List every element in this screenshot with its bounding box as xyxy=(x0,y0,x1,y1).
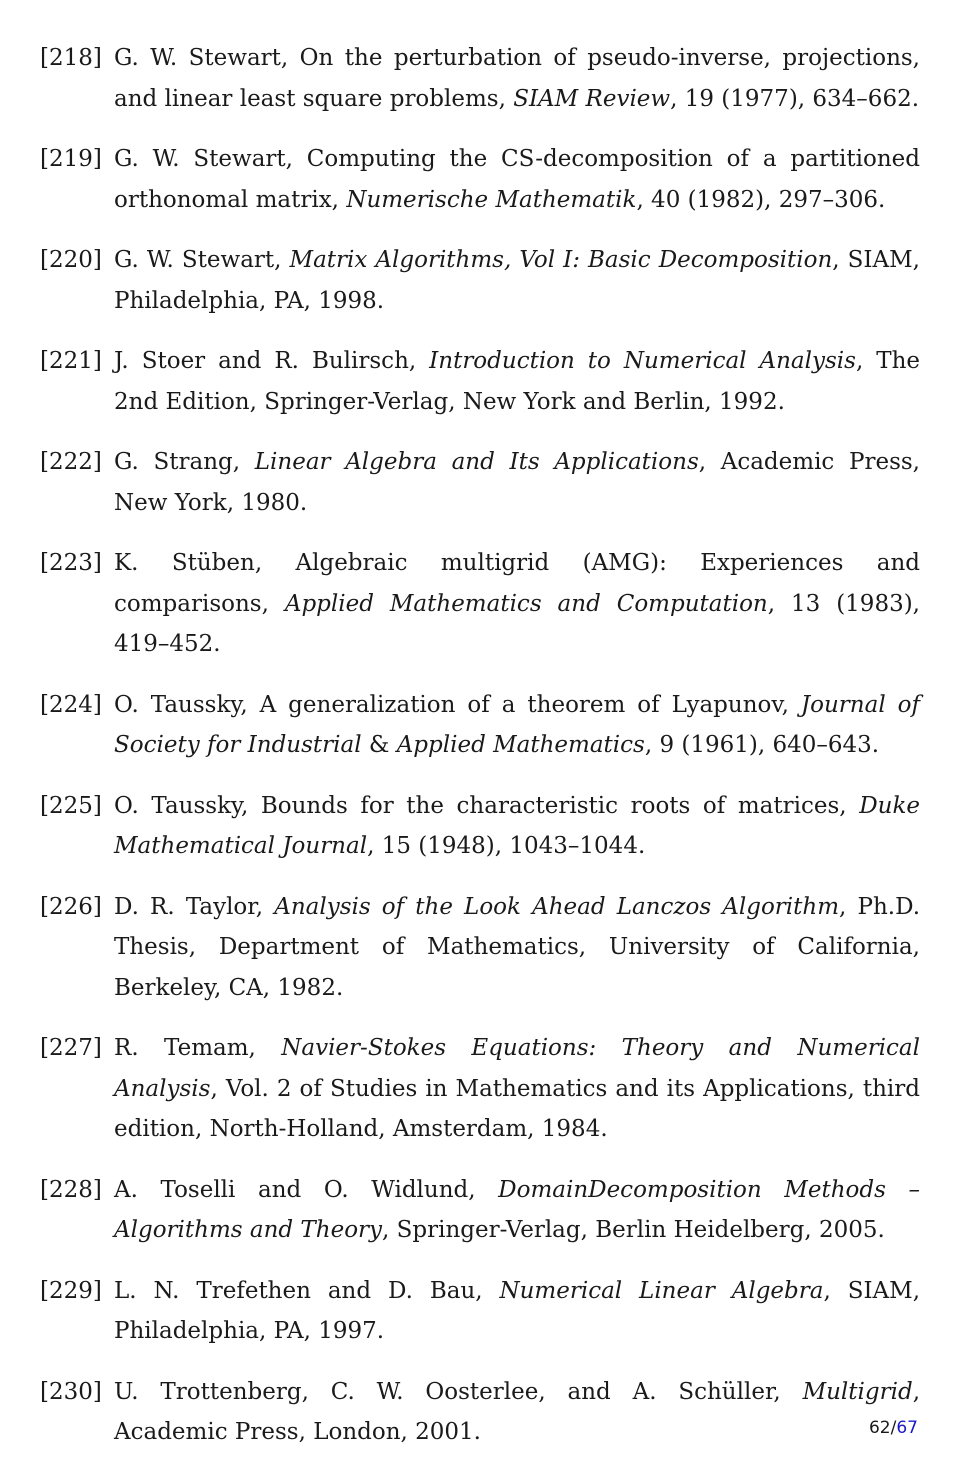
reference-title-italic: Duke Mathematical Journal xyxy=(114,792,920,859)
reference-text-segment: O. Taussky, Bounds for the characteristic roots of matrices, xyxy=(114,792,860,819)
reference-text-segment: D. R. Taylor, xyxy=(114,893,275,920)
reference-text-segment: G. W. Stewart, Computing the CS-decomposition of a partitioned orthonomal matrix, xyxy=(114,146,920,213)
reference-title-italic: Numerische Mathematik xyxy=(346,186,637,213)
reference-text-segment: R. Temam, xyxy=(114,1035,282,1061)
reference-number: [223] xyxy=(40,550,102,576)
reference-text-segment: L. N. Trefethen and D. Bau, xyxy=(114,1277,500,1304)
reference-text-segment: , 19 (1977), 634–662. xyxy=(670,85,920,112)
reference-title-italic: Applied Mathematics xyxy=(396,732,645,758)
reference-entry xyxy=(40,1271,920,1352)
reference-text-segment: U. Trottenberg, C. W. Oosterlee, and A. Schüller, xyxy=(114,1378,803,1405)
reference-entry xyxy=(40,685,920,766)
reference-title-italic: Navier-Stokes Equations: Theory and Numerical Analysis xyxy=(114,1035,920,1102)
reference-number: [230] xyxy=(40,1378,102,1405)
reference-title-italic: SIAM Review xyxy=(513,85,671,112)
reference-entry xyxy=(40,786,920,867)
reference-text-segment: & xyxy=(361,732,397,758)
reference-entry xyxy=(40,1028,920,1150)
reference-number: [226] xyxy=(40,893,102,920)
reference-text-segment: , Ph.D. Thesis, Department of Mathematics, University of California, Berkeley, CA, 1982. xyxy=(114,893,921,1001)
reference-entry xyxy=(40,240,920,321)
reference-entry xyxy=(40,38,920,119)
reference-title-italic: Introduction to Numerical Analysis xyxy=(429,348,856,374)
reference-entry xyxy=(40,1372,920,1453)
reference-number: [228] xyxy=(40,1176,102,1203)
reference-entry xyxy=(40,341,920,422)
reference-title-italic: Applied Mathematics and Computation xyxy=(284,590,768,617)
reference-text-segment: J. Stoer and R. Bulirsch, xyxy=(114,348,430,374)
reference-entry xyxy=(40,1170,920,1251)
reference-entry xyxy=(40,543,920,665)
reference-text xyxy=(114,1271,920,1352)
reference-number: [221] xyxy=(40,348,102,374)
reference-text-segment: A. Toselli and O. Widlund, xyxy=(114,1176,499,1203)
reference-entry xyxy=(40,442,920,523)
reference-number: [219] xyxy=(40,146,102,172)
reference-text-segment: , SIAM, Philadelphia, PA, 1997. xyxy=(114,1277,921,1344)
reference-text-segment: , Springer-Verlag, Berlin Heidelberg, 2005. xyxy=(382,1217,885,1243)
reference-text-segment: , 40 (1982), 297–306. xyxy=(636,186,886,213)
reference-text xyxy=(114,1170,920,1251)
reference-text xyxy=(114,1372,920,1453)
reference-title-italic: DomainDecomposition Methods – Algorithms and Theory xyxy=(114,1176,920,1243)
reference-list xyxy=(40,38,920,1473)
reference-text xyxy=(114,887,920,1009)
reference-text-segment: , 9 (1961), 640–643. xyxy=(644,732,880,758)
page-indicator xyxy=(869,1418,918,1438)
total-pages-link[interactable]: 67 xyxy=(896,1418,918,1438)
reference-text xyxy=(114,543,920,665)
reference-text-segment: , 15 (1948), 1043–1044. xyxy=(367,833,646,859)
reference-text xyxy=(114,685,920,766)
reference-text xyxy=(114,786,920,867)
reference-number: [227] xyxy=(40,1035,102,1061)
reference-text-segment: G. W. Stewart, xyxy=(114,247,290,273)
reference-title-italic: Multigrid xyxy=(802,1378,913,1405)
reference-text-segment: , SIAM, Philadelphia, PA, 1998. xyxy=(114,247,920,314)
reference-text xyxy=(114,240,920,321)
reference-title-italic: Numerical Linear Algebra xyxy=(499,1277,824,1304)
reference-number: [222] xyxy=(40,449,102,475)
reference-text-segment: K. Stüben, Algebraic multigrid (AMG): Experiences and comparisons, xyxy=(114,550,920,617)
reference-title-italic: Journal of Society for Industrial xyxy=(114,691,920,758)
reference-text xyxy=(114,139,920,220)
reference-text-segment: , 13 (1983), 419–452. xyxy=(114,590,920,657)
reference-text xyxy=(114,442,920,523)
reference-number: [229] xyxy=(40,1277,102,1304)
reference-number: [220] xyxy=(40,247,102,273)
reference-entry xyxy=(40,887,920,1009)
reference-title-italic: Matrix Algorithms, Vol I: Basic Decomposition xyxy=(289,247,833,273)
reference-text-segment: G. Strang, xyxy=(114,449,255,475)
reference-text xyxy=(114,38,920,119)
reference-number: [224] xyxy=(40,691,102,718)
reference-text xyxy=(114,341,920,422)
reference-text-segment: , The 2nd Edition, Springer-Verlag, New York and Berlin, 1992. xyxy=(114,348,921,415)
reference-text-segment: G. W. Stewart, On the perturbation of pseudo-inverse, projections, and linear least square problems, xyxy=(114,45,920,112)
reference-number: [225] xyxy=(40,792,102,819)
reference-text xyxy=(114,1028,920,1150)
reference-title-italic: Analysis of the Look Ahead Lanczos Algorithm xyxy=(274,893,840,920)
current-page: 62 xyxy=(868,1418,891,1438)
reference-number: [218] xyxy=(40,45,102,71)
reference-title-italic: Linear Algebra and Its Applications xyxy=(254,449,699,475)
reference-text-segment: , Academic Press, London, 2001. xyxy=(114,1378,920,1445)
reference-text-segment: , Academic Press, New York, 1980. xyxy=(114,449,920,516)
page-separator: / xyxy=(890,1418,897,1438)
reference-entry xyxy=(40,139,920,220)
reference-text-segment: , Vol. 2 of Studies in Mathematics and its Applications, third edition, North-Holland, Amsterdam, 1984. xyxy=(114,1075,920,1142)
reference-text-segment: O. Taussky, A generalization of a theorem of Lyapunov, xyxy=(114,691,801,718)
